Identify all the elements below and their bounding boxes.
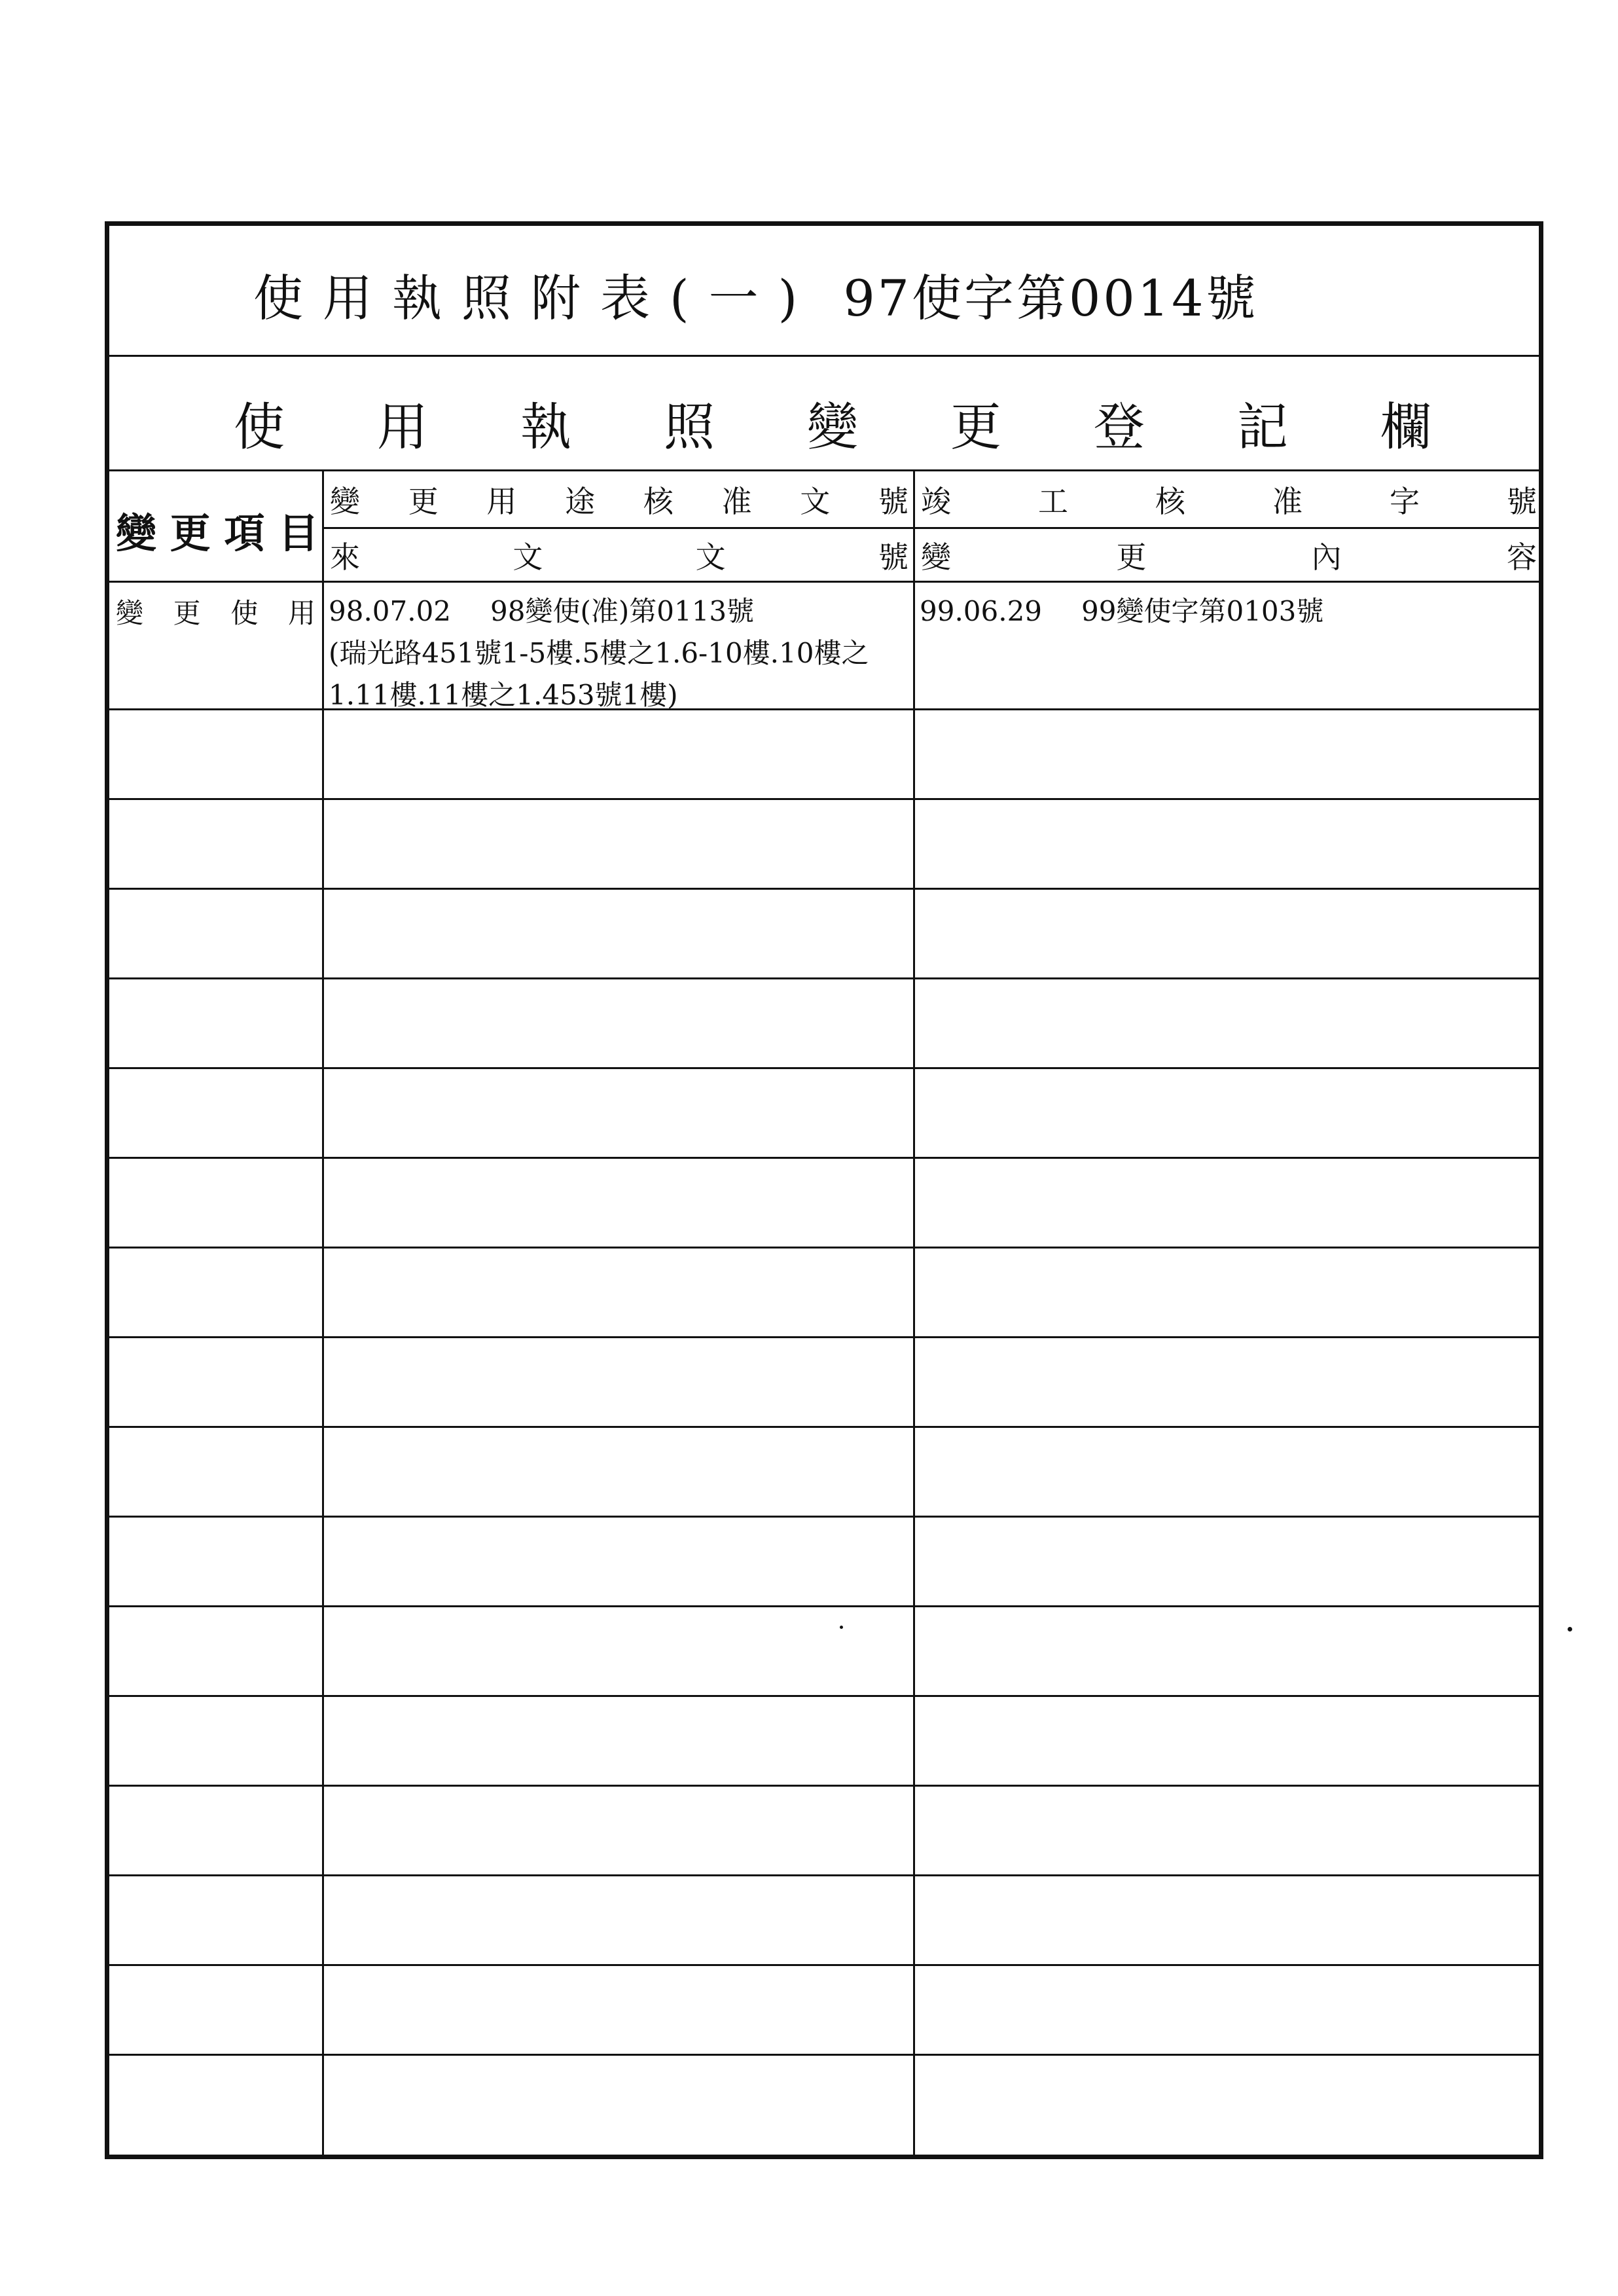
subtitle-char: 登 <box>1093 398 1145 457</box>
header-char: 內 <box>1311 539 1342 575</box>
subtitle-char: 使 <box>234 398 285 457</box>
header-char: 文 <box>695 539 726 575</box>
row-change-item <box>116 592 315 631</box>
completion-date: 99.06.29 <box>920 595 1043 627</box>
header-char: 容 <box>1506 539 1537 575</box>
document-frame <box>105 221 1543 2159</box>
header-char: 來 <box>330 539 360 575</box>
header-completion-approval-number <box>920 471 1538 527</box>
title-form-name: 使用執照附表(一) <box>253 269 818 327</box>
item-char: 使 <box>230 597 259 629</box>
table-row <box>109 890 1539 979</box>
header-char: 項 <box>224 509 265 557</box>
header-char: 途 <box>565 483 596 519</box>
title-row <box>109 226 1539 357</box>
table-row <box>109 1518 1539 1607</box>
subtitle-char: 變 <box>806 398 858 457</box>
approval-address-note: (瑞光路451號1-5樓.5樓之1.6-10樓.10樓之1.11樓.11樓之1.453號1樓) <box>329 637 869 711</box>
header-char: 用 <box>486 483 517 519</box>
subtitle-char: 更 <box>950 398 1001 457</box>
header-char: 更 <box>1116 539 1147 575</box>
subtitle-char: 欄 <box>1380 398 1431 457</box>
header-char: 文 <box>512 539 543 575</box>
section-subtitle <box>234 386 1431 460</box>
header-incoming-doc-number <box>329 527 910 583</box>
subtitle-char: 執 <box>520 398 571 457</box>
subtitle-char: 記 <box>1236 398 1288 457</box>
header-char: 號 <box>1507 483 1537 519</box>
table-row <box>109 1338 1539 1428</box>
item-char: 用 <box>287 597 315 629</box>
header-approval-doc-number <box>329 471 910 527</box>
table-row <box>109 1697 1539 1787</box>
header-char: 號 <box>878 483 908 519</box>
scan-speck <box>840 1626 843 1629</box>
table-row <box>109 583 1539 710</box>
table-row <box>109 1159 1539 1248</box>
table-body <box>109 583 1539 2155</box>
row-completion-doc <box>920 591 1535 632</box>
table-row <box>109 2056 1539 2145</box>
item-char: 更 <box>173 597 201 629</box>
table-row <box>109 1069 1539 1159</box>
page-title <box>253 259 1258 330</box>
header-char: 核 <box>643 483 674 519</box>
header-char: 變 <box>330 483 360 519</box>
subtitle-row <box>109 357 1539 471</box>
approval-date: 98.07.02 <box>329 595 452 627</box>
subtitle-char: 照 <box>663 398 715 457</box>
table-row <box>109 1787 1539 1876</box>
header-char: 字 <box>1390 483 1420 519</box>
header-char: 竣 <box>921 483 951 519</box>
header-char: 號 <box>878 539 908 575</box>
header-char: 變 <box>116 509 157 557</box>
header-char: 准 <box>721 483 752 519</box>
approval-number: 98變使(准)第0113號 <box>490 595 755 627</box>
header-change-content <box>920 527 1538 583</box>
scan-speck <box>1568 1627 1572 1631</box>
item-char: 變 <box>116 597 144 629</box>
header-char: 目 <box>278 509 319 557</box>
header-char: 更 <box>170 509 211 557</box>
table-header <box>109 471 1539 583</box>
table-row <box>109 1428 1539 1518</box>
row-approval-doc <box>329 591 908 716</box>
table-row <box>109 800 1539 890</box>
header-change-item <box>116 501 319 559</box>
header-char: 更 <box>408 483 439 519</box>
table-row <box>109 1607 1539 1697</box>
table-row <box>109 1966 1539 2056</box>
header-char: 文 <box>800 483 831 519</box>
table-row <box>109 710 1539 800</box>
header-char: 准 <box>1272 483 1303 519</box>
title-permit-number: 97使字第0014號 <box>843 269 1259 327</box>
completion-number: 99變使字第0103號 <box>1081 595 1324 627</box>
header-char: 核 <box>1155 483 1185 519</box>
table-row <box>109 1248 1539 1338</box>
table-row <box>109 1876 1539 1966</box>
header-char: 變 <box>921 539 951 575</box>
header-char: 工 <box>1038 483 1068 519</box>
table-row <box>109 979 1539 1069</box>
subtitle-char: 用 <box>376 398 428 457</box>
